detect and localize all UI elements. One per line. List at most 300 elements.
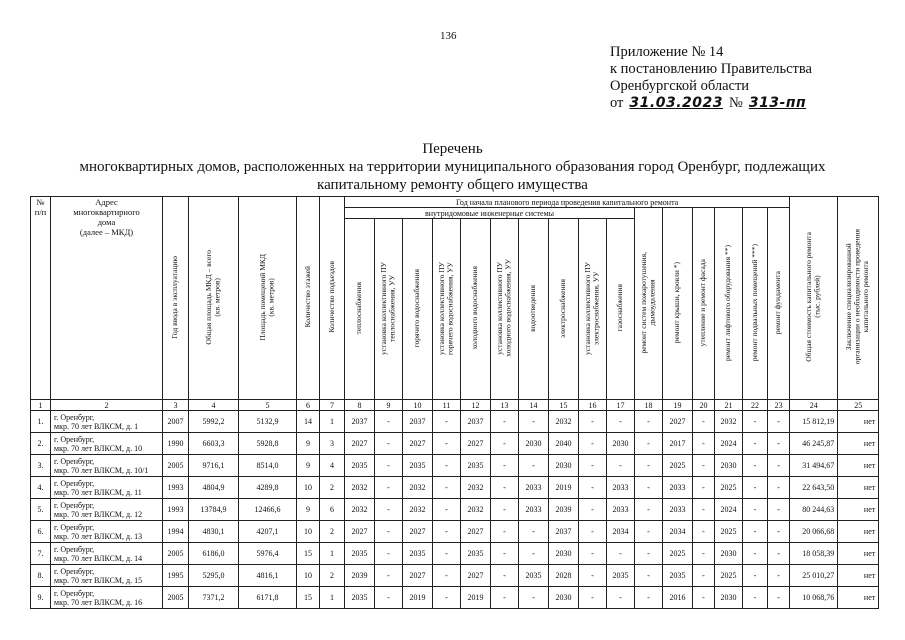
row-floors: 10 (297, 565, 320, 587)
row-repair-year: - (433, 521, 461, 543)
row-year: 2005 (163, 455, 189, 477)
row-repair-year: - (635, 499, 663, 521)
row-repair-year: - (607, 455, 635, 477)
row-repair-year: - (519, 521, 549, 543)
row-premises-area: 4289,8 (239, 477, 297, 499)
column-number: 8 (345, 400, 375, 411)
row-repair-year: - (375, 411, 403, 433)
header-subgroup-systems: внутридомовые инженерные системы (345, 208, 635, 219)
row-repair-year: 2040 (549, 433, 579, 455)
row-repair-year: 2035 (663, 565, 693, 587)
row-conclusion: нет (838, 565, 879, 587)
row-repair-year: - (375, 565, 403, 587)
row-cost: 15 812,19 (790, 411, 838, 433)
title-line-2: многоквартирных домов, расположенных на территории муниципального образования город Оренбург, подлежащих (79, 159, 826, 175)
row-cost: 46 245,87 (790, 433, 838, 455)
row-repair-year: 2025 (715, 521, 743, 543)
header-roof: ремонт крыши, кровли *) (663, 208, 693, 400)
row-repair-year: 2032 (715, 411, 743, 433)
row-repair-year: 2034 (607, 521, 635, 543)
row-repair-year: - (375, 455, 403, 477)
appendix-line-1: Приложение № 14 (610, 44, 724, 60)
row-repair-year: - (433, 411, 461, 433)
row-repair-year: 2037 (345, 411, 375, 433)
column-number: 2 (51, 400, 163, 411)
row-repair-year: 2039 (549, 499, 579, 521)
row-repair-year: - (491, 521, 519, 543)
row-repair-year: 2025 (715, 477, 743, 499)
column-number: 21 (715, 400, 743, 411)
row-repair-year: - (433, 543, 461, 565)
row-repair-year: - (491, 455, 519, 477)
column-number: 10 (403, 400, 433, 411)
row-number: 8. (31, 565, 51, 587)
row-cost: 10 068,76 (790, 587, 838, 609)
row-repair-year: 2032 (461, 499, 491, 521)
row-cost: 22 643,50 (790, 477, 838, 499)
houses-table (30, 196, 879, 609)
row-number: 1. (31, 411, 51, 433)
row-repair-year: - (768, 477, 790, 499)
row-repair-year: - (635, 521, 663, 543)
row-conclusion: нет (838, 521, 879, 543)
row-year: 1990 (163, 433, 189, 455)
row-repair-year: 2030 (715, 587, 743, 609)
column-number: 5 (239, 400, 297, 411)
table-row (31, 543, 879, 565)
row-repair-year: 2035 (607, 565, 635, 587)
row-repair-year: 2033 (607, 477, 635, 499)
row-repair-year: - (607, 587, 635, 609)
row-number: 4. (31, 477, 51, 499)
row-repair-year: - (693, 433, 715, 455)
header-foundation: ремонт фундамента (768, 208, 790, 400)
column-number: 16 (579, 400, 607, 411)
row-repair-year: - (433, 499, 461, 521)
row-repair-year: - (375, 543, 403, 565)
row-repair-year: - (579, 411, 607, 433)
row-repair-year: 2034 (663, 521, 693, 543)
row-repair-year: - (768, 433, 790, 455)
row-repair-year: - (743, 499, 768, 521)
header-address: Адрес многоквартирного дома (далее – МКД) (51, 197, 163, 400)
row-conclusion: нет (838, 411, 879, 433)
header-facade: утепление и ремонт фасада (693, 208, 715, 400)
header-hotwater-pu: установка коллективного ПУ горячего водоснабжения, УУ (433, 219, 461, 400)
row-address: г. Оренбург, мкр. 70 лет ВЛКСМ, д. 13 (51, 521, 163, 543)
row-repair-year: - (375, 521, 403, 543)
row-repair-year: 2030 (715, 543, 743, 565)
row-repair-year: 2030 (519, 433, 549, 455)
row-entrances: 2 (320, 565, 345, 587)
row-number: 3. (31, 455, 51, 477)
row-repair-year: - (693, 587, 715, 609)
row-premises-area: 4816,1 (239, 565, 297, 587)
row-repair-year: 2039 (345, 565, 375, 587)
row-repair-year: - (768, 411, 790, 433)
row-repair-year: - (743, 521, 768, 543)
header-gas: газоснабжения (607, 219, 635, 400)
row-repair-year: 2027 (461, 433, 491, 455)
row-repair-year: 2033 (519, 477, 549, 499)
row-repair-year: 2025 (663, 455, 693, 477)
row-cost: 18 058,39 (790, 543, 838, 565)
row-repair-year: - (635, 433, 663, 455)
row-repair-year: 2027 (461, 565, 491, 587)
row-number: 6. (31, 521, 51, 543)
table-row (31, 455, 879, 477)
row-repair-year: 2032 (461, 477, 491, 499)
row-repair-year: - (375, 477, 403, 499)
row-repair-year: - (433, 433, 461, 455)
row-repair-year: - (579, 477, 607, 499)
row-floors: 15 (297, 587, 320, 609)
row-repair-year: - (743, 565, 768, 587)
row-repair-year: 2030 (607, 433, 635, 455)
column-number: 25 (838, 400, 879, 411)
row-address: г. Оренбург, мкр. 70 лет ВЛКСМ, д. 11 (51, 477, 163, 499)
row-number: 5. (31, 499, 51, 521)
page-number: 136 (440, 30, 457, 42)
row-repair-year: - (635, 411, 663, 433)
row-floors: 10 (297, 521, 320, 543)
column-number: 15 (549, 400, 579, 411)
row-repair-year: - (433, 587, 461, 609)
row-repair-year: - (519, 411, 549, 433)
handwritten-number: 313-пп (748, 95, 807, 111)
row-conclusion: нет (838, 455, 879, 477)
row-repair-year: 2024 (715, 499, 743, 521)
row-repair-year: - (579, 455, 607, 477)
column-number: 7 (320, 400, 345, 411)
header-coldwater: холодного водоснабжения (461, 219, 491, 400)
row-repair-year: 2032 (345, 499, 375, 521)
row-cost: 25 010,27 (790, 565, 838, 587)
row-repair-year: - (491, 433, 519, 455)
row-repair-year: 2035 (403, 455, 433, 477)
row-repair-year: - (607, 411, 635, 433)
number-sign: № (728, 95, 743, 111)
column-number: 13 (491, 400, 519, 411)
column-number: 19 (663, 400, 693, 411)
row-repair-year: - (607, 543, 635, 565)
row-floors: 9 (297, 499, 320, 521)
row-entrances: 3 (320, 433, 345, 455)
row-repair-year: - (693, 499, 715, 521)
row-repair-year: 2027 (403, 565, 433, 587)
row-repair-year: 2027 (403, 521, 433, 543)
row-repair-year: 2016 (663, 587, 693, 609)
row-repair-year: - (433, 455, 461, 477)
row-repair-year: - (519, 587, 549, 609)
table-row (31, 499, 879, 521)
row-year: 1993 (163, 499, 189, 521)
table-row (31, 587, 879, 609)
row-repair-year: - (635, 477, 663, 499)
row-repair-year: - (743, 587, 768, 609)
column-number: 14 (519, 400, 549, 411)
row-entrances: 2 (320, 477, 345, 499)
row-total-area: 5295,0 (189, 565, 239, 587)
header-fire: ремонт систем пожаротушения, дымоудаления (635, 208, 663, 400)
row-repair-year: 2030 (549, 543, 579, 565)
row-repair-year: - (491, 477, 519, 499)
row-total-area: 5992,2 (189, 411, 239, 433)
row-address: г. Оренбург, мкр. 70 лет ВЛКСМ, д. 1 (51, 411, 163, 433)
row-entrances: 1 (320, 543, 345, 565)
row-repair-year: 2033 (663, 499, 693, 521)
row-repair-year: - (579, 543, 607, 565)
header-entrances: Количество подъездов (320, 197, 345, 400)
row-repair-year: 2030 (715, 455, 743, 477)
column-number: 22 (743, 400, 768, 411)
header-premises-area: Площадь помещений МКД (кв. метров) (239, 197, 297, 400)
row-repair-year: 2025 (715, 565, 743, 587)
table-row (31, 477, 879, 499)
header-conclusion: Заключение специализированной организации о необходимости проведения капитального ремонта (838, 197, 879, 400)
row-repair-year: 2037 (403, 411, 433, 433)
row-repair-year: 2032 (345, 477, 375, 499)
header-group-period: Год начала планового периода проведения капитального ремонта (345, 197, 790, 208)
row-repair-year: 2035 (519, 565, 549, 587)
row-repair-year: - (579, 587, 607, 609)
row-repair-year: - (491, 587, 519, 609)
header-total-area: Общая площадь МКД – всего (кв. метров) (189, 197, 239, 400)
row-conclusion: нет (838, 433, 879, 455)
table-row (31, 433, 879, 455)
row-repair-year: 2027 (403, 433, 433, 455)
column-number: 1 (31, 400, 51, 411)
header-coldwater-pu: установка коллективного ПУ холодного водоснабжения, УУ (491, 219, 519, 400)
row-repair-year: - (579, 521, 607, 543)
row-entrances: 6 (320, 499, 345, 521)
document-title (0, 140, 905, 194)
row-premises-area: 8514,0 (239, 455, 297, 477)
row-number: 2. (31, 433, 51, 455)
row-repair-year: - (743, 411, 768, 433)
header-drain: водоотведения (519, 219, 549, 400)
column-number: 18 (635, 400, 663, 411)
column-number: 4 (189, 400, 239, 411)
row-conclusion: нет (838, 543, 879, 565)
table-row (31, 411, 879, 433)
row-total-area: 6603,3 (189, 433, 239, 455)
appendix-line-2: к постановлению Правительства (610, 61, 812, 77)
column-number: 9 (375, 400, 403, 411)
row-conclusion: нет (838, 587, 879, 609)
row-conclusion: нет (838, 477, 879, 499)
row-repair-year: - (768, 587, 790, 609)
row-premises-area: 12466,6 (239, 499, 297, 521)
row-repair-year: 2024 (715, 433, 743, 455)
row-repair-year: - (743, 433, 768, 455)
row-cost: 80 244,63 (790, 499, 838, 521)
row-repair-year: 2027 (345, 521, 375, 543)
row-repair-year: - (491, 499, 519, 521)
row-repair-year: 2037 (461, 411, 491, 433)
row-repair-year: - (693, 521, 715, 543)
row-address: г. Оренбург, мкр. 70 лет ВЛКСМ, д. 15 (51, 565, 163, 587)
appendix-line-3: Оренбургской области (610, 78, 750, 94)
column-number: 6 (297, 400, 320, 411)
row-repair-year: - (743, 455, 768, 477)
row-total-area: 4804,9 (189, 477, 239, 499)
appendix-block (610, 44, 812, 112)
row-repair-year: - (635, 587, 663, 609)
row-entrances: 1 (320, 587, 345, 609)
row-year: 1995 (163, 565, 189, 587)
header-heat: теплоснабжения (345, 219, 375, 400)
row-year: 1994 (163, 521, 189, 543)
header-heat-pu: установка коллективного ПУ теплоснабжения, УУ (375, 219, 403, 400)
row-repair-year: 2017 (663, 433, 693, 455)
row-repair-year: - (579, 499, 607, 521)
row-cost: 31 494,67 (790, 455, 838, 477)
handwritten-date: 31.03.2023 (629, 95, 723, 111)
row-repair-year: 2035 (461, 543, 491, 565)
row-repair-year: - (491, 543, 519, 565)
row-address: г. Оренбург, мкр. 70 лет ВЛКСМ, д. 12 (51, 499, 163, 521)
row-year: 2005 (163, 587, 189, 609)
row-premises-area: 6171,8 (239, 587, 297, 609)
header-floors: Количество этажей (297, 197, 320, 400)
row-year: 1993 (163, 477, 189, 499)
row-repair-year: - (693, 477, 715, 499)
row-repair-year: 2035 (345, 587, 375, 609)
row-floors: 9 (297, 433, 320, 455)
row-repair-year: - (433, 477, 461, 499)
row-entrances: 2 (320, 521, 345, 543)
row-repair-year: - (375, 433, 403, 455)
row-repair-year: 2037 (549, 521, 579, 543)
row-repair-year: - (579, 565, 607, 587)
row-repair-year: - (433, 565, 461, 587)
row-floors: 9 (297, 455, 320, 477)
row-floors: 15 (297, 543, 320, 565)
row-premises-area: 4207,1 (239, 521, 297, 543)
row-conclusion: нет (838, 499, 879, 521)
row-repair-year: - (693, 411, 715, 433)
row-repair-year: 2019 (403, 587, 433, 609)
row-total-area: 9716,1 (189, 455, 239, 477)
row-repair-year: - (375, 587, 403, 609)
row-repair-year: - (635, 543, 663, 565)
row-repair-year: 2019 (461, 587, 491, 609)
header-hotwater: горячего водоснабжения (403, 219, 433, 400)
title-line-3: капитальному ремонту общего имущества (317, 177, 588, 193)
row-total-area: 7371,2 (189, 587, 239, 609)
column-number: 11 (433, 400, 461, 411)
row-repair-year: - (491, 411, 519, 433)
row-address: г. Оренбург, мкр. 70 лет ВЛКСМ, д. 10/1 (51, 455, 163, 477)
column-number-row (31, 400, 879, 411)
row-repair-year: 2019 (549, 477, 579, 499)
row-premises-area: 5132,9 (239, 411, 297, 433)
row-repair-year: 2032 (549, 411, 579, 433)
row-repair-year: 2027 (461, 521, 491, 543)
row-repair-year: - (693, 565, 715, 587)
row-cost: 20 066,68 (790, 521, 838, 543)
row-repair-year: 2025 (663, 543, 693, 565)
header-electric-pu: установка коллективного ПУ электроснабжения, УУ (579, 219, 607, 400)
row-number: 7. (31, 543, 51, 565)
row-repair-year: 2035 (345, 455, 375, 477)
row-repair-year: - (768, 455, 790, 477)
row-repair-year: - (693, 543, 715, 565)
column-number: 12 (461, 400, 491, 411)
row-repair-year: 2032 (403, 499, 433, 521)
row-repair-year: 2033 (519, 499, 549, 521)
row-floors: 14 (297, 411, 320, 433)
row-repair-year: - (768, 499, 790, 521)
table-body (31, 411, 879, 609)
row-floors: 10 (297, 477, 320, 499)
column-number: 24 (790, 400, 838, 411)
row-repair-year: 2027 (345, 433, 375, 455)
column-number: 3 (163, 400, 189, 411)
row-premises-area: 5928,8 (239, 433, 297, 455)
row-repair-year: - (519, 455, 549, 477)
row-repair-year: 2030 (549, 455, 579, 477)
row-repair-year: - (693, 455, 715, 477)
row-address: г. Оренбург, мкр. 70 лет ВЛКСМ, д. 14 (51, 543, 163, 565)
row-repair-year: 2035 (461, 455, 491, 477)
row-address: г. Оренбург, мкр. 70 лет ВЛКСМ, д. 10 (51, 433, 163, 455)
row-repair-year: - (768, 521, 790, 543)
date-prefix: от (610, 95, 624, 111)
row-year: 2007 (163, 411, 189, 433)
row-repair-year: - (743, 477, 768, 499)
column-number: 20 (693, 400, 715, 411)
table-row (31, 565, 879, 587)
header-electric: электроснабжения (549, 219, 579, 400)
row-repair-year: - (635, 565, 663, 587)
row-repair-year: 2032 (403, 477, 433, 499)
column-number: 23 (768, 400, 790, 411)
row-repair-year: 2033 (663, 477, 693, 499)
row-repair-year: - (491, 565, 519, 587)
row-repair-year: - (743, 543, 768, 565)
row-premises-area: 5976,4 (239, 543, 297, 565)
title-line-1: Перечень (422, 141, 483, 157)
row-year: 2005 (163, 543, 189, 565)
row-repair-year: 2027 (663, 411, 693, 433)
row-repair-year: 2033 (607, 499, 635, 521)
header-no: № п/п (31, 197, 51, 400)
header-cost: Общая стоимость капитального ремонта (тыс. рублей) (790, 197, 838, 400)
header-basement: ремонт подвальных помещений ***) (743, 208, 768, 400)
row-total-area: 13784,9 (189, 499, 239, 521)
row-repair-year: - (519, 543, 549, 565)
row-repair-year: 2035 (403, 543, 433, 565)
row-repair-year: - (635, 455, 663, 477)
row-repair-year: 2030 (549, 587, 579, 609)
header-year: Год ввода в эксплуатацию (163, 197, 189, 400)
row-total-area: 6186,0 (189, 543, 239, 565)
row-number: 9. (31, 587, 51, 609)
row-repair-year: - (579, 433, 607, 455)
row-repair-year: 2035 (345, 543, 375, 565)
row-entrances: 4 (320, 455, 345, 477)
row-repair-year: - (375, 499, 403, 521)
column-number: 17 (607, 400, 635, 411)
row-repair-year: - (768, 543, 790, 565)
row-address: г. Оренбург, мкр. 70 лет ВЛКСМ, д. 16 (51, 587, 163, 609)
row-repair-year: - (768, 565, 790, 587)
row-total-area: 4830,1 (189, 521, 239, 543)
row-entrances: 1 (320, 411, 345, 433)
header-lift: ремонт лифтового оборудования **) (715, 208, 743, 400)
